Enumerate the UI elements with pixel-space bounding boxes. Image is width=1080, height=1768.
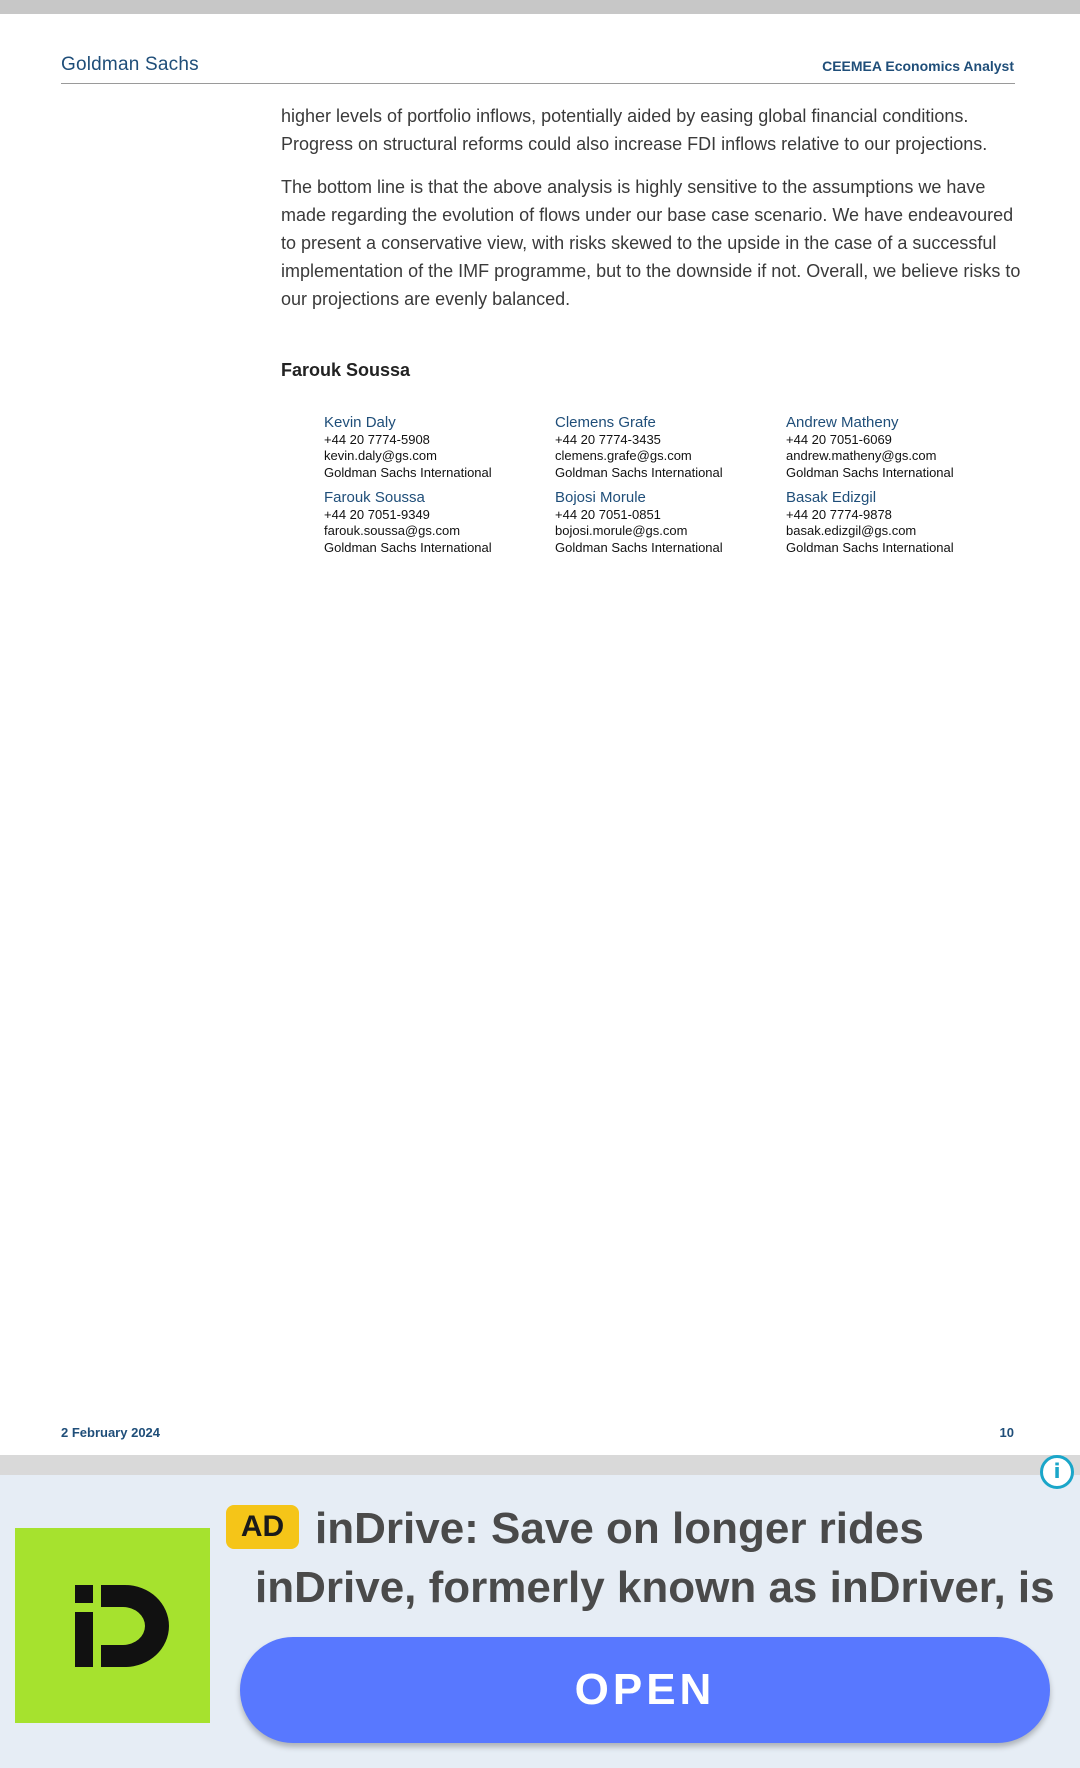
contact-card [786,489,1017,556]
body-text [281,102,1021,328]
footer-date: 2 February 2024 [61,1425,161,1440]
contact-email[interactable]: andrew.matheny@gs.com [786,448,937,463]
contacts-grid [324,414,1024,556]
contact-card [324,414,555,481]
footer-page-number: 10 [999,1425,1014,1440]
contact-org: Goldman Sachs International [555,539,723,555]
contact-name: Andrew Matheny [786,414,899,431]
header-divider [61,83,1015,84]
header-publication: CEEMEA Economics Analyst [822,58,1014,74]
contact-card [555,489,786,556]
contact-org: Goldman Sachs International [786,464,954,480]
contact-card [324,489,555,556]
contact-org: Goldman Sachs International [786,539,954,555]
ad-description[interactable]: inDrive, formerly known as inDriver, is [255,1563,1055,1612]
contact-org: Goldman Sachs International [324,539,492,555]
contact-phone: +44 20 7051-0851 [555,506,661,522]
paragraph: The bottom line is that the above analysis is highly sensitive to the assumptions we have made regarding the evolution of flows under our base case scenario. We have endeavoured to present a conservative view, with risks skewed to the upside in the case of a successful implementation of the IMF programme, but to the downside if not. Overall, we believe risks to our projections are evenly balanced. [281,177,1021,309]
contact-card [555,414,786,481]
contact-name: Basak Edizgil [786,489,877,506]
contact-phone: +44 20 7774-3435 [555,431,661,447]
ad-title[interactable]: inDrive: Save on longer rides [315,1504,924,1553]
contact-phone: +44 20 7051-6069 [786,431,892,447]
contact-name: Bojosi Morule [555,489,646,506]
contact-name: Kevin Daly [324,414,396,431]
info-icon[interactable]: i [1040,1455,1074,1489]
contact-card [786,414,1017,481]
contact-phone: +44 20 7774-9878 [786,506,892,522]
ad-badge: AD [226,1505,299,1549]
pdf-page[interactable] [0,14,1080,1455]
contact-phone: +44 20 7051-9349 [324,506,430,522]
header-brand: Goldman Sachs [61,54,199,75]
contact-phone: +44 20 7774-5908 [324,431,430,447]
top-scroll-bar [0,0,1080,14]
contact-email[interactable]: bojosi.morule@gs.com [555,523,688,538]
paragraph: higher levels of portfolio inflows, potentially aided by easing global financial conditions. Progress on structural reforms could also increase FDI inflows relative to our projections. [281,106,988,154]
author-name: Farouk Soussa [281,360,411,380]
contact-email[interactable]: farouk.soussa@gs.com [324,523,461,538]
contact-org: Goldman Sachs International [555,464,723,480]
contact-email[interactable]: kevin.daly@gs.com [324,448,437,463]
page-gap [0,1455,1080,1475]
contact-org: Goldman Sachs International [324,464,492,480]
contact-name: Clemens Grafe [555,414,656,431]
contact-email[interactable]: basak.edizgil@gs.com [786,523,917,538]
contact-email[interactable]: clemens.grafe@gs.com [555,448,692,463]
indrive-logo-icon[interactable] [15,1528,210,1723]
contact-name: Farouk Soussa [324,489,425,506]
open-button[interactable]: OPEN [240,1637,1050,1743]
